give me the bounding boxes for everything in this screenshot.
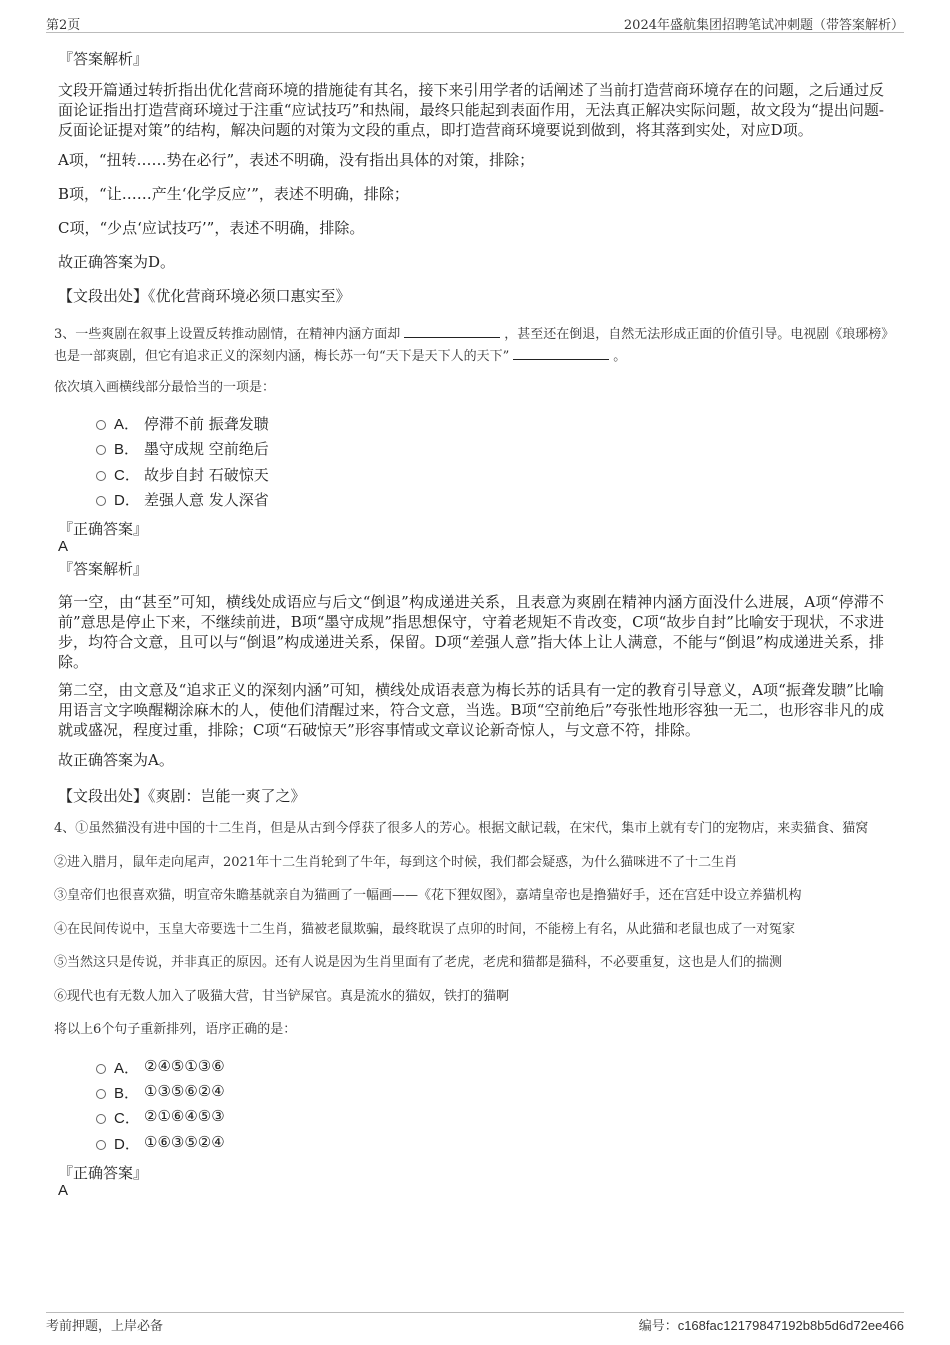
q2-source: 【文段出处】《优化营商环境必须口惠实至》 (58, 287, 351, 305)
q2-conclusion: 故正确答案为D。 (58, 253, 176, 271)
q4-answer-label: 『正确答案』 (58, 1164, 149, 1182)
q2-option-b-note: B项，“让……产生‘化学反应’”，表述不明确，排除； (58, 185, 409, 203)
q4-sentence-3: ③皇帝们也很喜欢猫，明宣帝朱瞻基就亲自为猫画了一幅画——《花下狸奴图》，嘉靖皇帝也是撸猫好手，还在宫廷中设立养猫机构 (54, 888, 802, 903)
option-letter: C． (114, 1110, 140, 1127)
page-header (46, 14, 904, 33)
option-letter: D． (114, 1136, 140, 1153)
q2-analysis-label: 『答案解析』 (58, 50, 149, 68)
q2-option-c-note: C项，“少点‘应试技巧’”，表述不明确，排除。 (58, 219, 365, 237)
q4-sentence-5: ⑤当然这只是传说，并非真正的原因。还有人说是因为生肖里面有了老虎，老虎和猫都是猫科，不必要重复，这也是人们的揣测 (54, 955, 783, 970)
q3-analysis-paragraph-1: 第一空，由“甚至”可知，横线处成语应与后文“倒退”构成递进关系，且表意为爽剧在精神内涵方面没什么进展，A项“停滞不前”意思是停止下来，不继续前进，B项“墨守成规”指思想保守，守着老规矩不肯改变，C项“故步自封”比喻安于现状，不求进步，均符合文意，且可以与“倒退”构成递进关系，保留。D项“差强人意”指大体上让人满意，不能与“倒退”构成递进关系，排除。 (58, 593, 884, 671)
option-text: 墨守成规 空前绝后 (144, 440, 269, 458)
footer-slogan: 考前押题，上岸必备 (46, 1319, 164, 1334)
option-letter: B． (114, 441, 140, 458)
page-number: 第2页 (46, 18, 81, 33)
option-letter: A． (114, 1060, 140, 1077)
page-footer (46, 1312, 904, 1334)
q3-stem-part2: ，甚至还在倒退，自然无法形成正面的价值引导。电视剧《琅琊榜》也是一部爽剧，但它有追求正义的深刻内涵，梅长苏一句“天下是天下人的天下” (54, 327, 888, 364)
option-text: ②④⑤①③⑥ (144, 1057, 225, 1075)
option-text: 停滞不前 振聋发聩 (144, 415, 269, 433)
option-text: 差强人意 发人深省 (144, 491, 269, 509)
q4-sentence-2: ②进入腊月，鼠年走向尾声，2021年十二生肖轮到了牛年，每到这个时候，我们都会疑惑，为什么猫咪进不了十二生肖 (54, 855, 738, 870)
q3-analysis-paragraph-2: 第二空，由文意及“追求正义的深刻内涵”可知，横线处成语表意为梅长苏的话具有一定的教育引导意义，A项“振聋发聩”比喻用语言文字唤醒糊涂麻木的人，使他们清醒过来，符合文意，当选。B项“空前绝后”夸张性地形容独一无二，也形容非凡的成就或盛况，程度过重，排除；C项“石破惊天”形容事情或文章议论新奇惊人，与文意不符，排除。 (58, 681, 884, 739)
q4-answer: A (58, 1182, 69, 1199)
option-letter: D． (114, 492, 140, 509)
q3-stem (54, 324, 890, 368)
option-text: ①③⑤⑥②④ (144, 1082, 225, 1100)
option-text: 故步自封 石破惊天 (144, 466, 269, 484)
q3-answer-label: 『正确答案』 (58, 520, 149, 538)
q4-sentence-4: ④在民间传说中，玉皇大帝要选十二生肖，猫被老鼠欺骗，最终耽误了点卯的时间，不能榜上有名，从此猫和老鼠也成了一对冤家 (54, 922, 796, 937)
option-letter: C． (114, 467, 140, 484)
radio-icon[interactable] (96, 1089, 106, 1099)
option-text: ①⑥③⑤②④ (144, 1133, 225, 1151)
q3-instruction: 依次填入画横线部分最恰当的一项是： (54, 380, 276, 395)
q4-sentence-6: ⑥现代也有无数人加入了吸猫大营，甘当铲屎官。真是流水的猫奴，铁打的猫啊 (54, 989, 510, 1004)
option-letter: B． (114, 1085, 140, 1102)
option-letter: A． (114, 416, 140, 433)
radio-icon[interactable] (96, 1140, 106, 1150)
q3-analysis-label: 『答案解析』 (58, 560, 149, 578)
radio-icon[interactable] (96, 1064, 106, 1074)
radio-icon[interactable] (96, 496, 106, 506)
document-title: 2024年盛航集团招聘笔试冲刺题（带答案解析） (623, 18, 904, 33)
radio-icon[interactable] (96, 1114, 106, 1124)
q3-stem-part1: 3、一些爽剧在叙事上设置反转推动剧情，在精神内涵方面却 (54, 327, 401, 342)
option-text: ②①⑥④⑤③ (144, 1107, 225, 1125)
document-code: 编号：c168fac12179847192b8b5d6d72ee466 (638, 1318, 904, 1333)
q2-option-a-note: A项，“扭转……势在必行”，表述不明确，没有指出具体的对策，排除； (58, 151, 535, 169)
q3-stem-part3: 。 (613, 349, 627, 364)
q2-analysis-paragraph: 文段开篇通过转折指出优化营商环境的措施徒有其名，接下来引用学者的话阐述了当前打造营商环境存在的问题，之后通过反面论证指出打造营商环境过于注重“应试技巧”和热闹，最终只能起到表面作用，无法真正解决实际问题，故文段为“提出问题-反面论证提对策”的结构，解决问题的对策为文段的重点，即打造营商环境要说到做到，将其落到实处，对应D项。 (58, 81, 884, 139)
q3-blank-2 (513, 347, 609, 360)
q4-sentence-1: 4、①虽然猫没有进中国的十二生肖，但是从古到今俘获了很多人的芳心。根据文献记载，在宋代，集市上就有专门的宠物店，来卖猫食、猫窝 (54, 821, 869, 836)
q3-conclusion: 故正确答案为A。 (58, 751, 174, 769)
radio-icon[interactable] (96, 420, 106, 430)
q4-instruction: 将以上6个句子重新排列，语序正确的是： (54, 1022, 297, 1037)
q3-answer: A (58, 538, 69, 555)
radio-icon[interactable] (96, 471, 106, 481)
radio-icon[interactable] (96, 445, 106, 455)
q3-blank-1 (404, 325, 500, 338)
q3-source: 【文段出处】《爽剧：岂能一爽了之》 (58, 787, 306, 805)
